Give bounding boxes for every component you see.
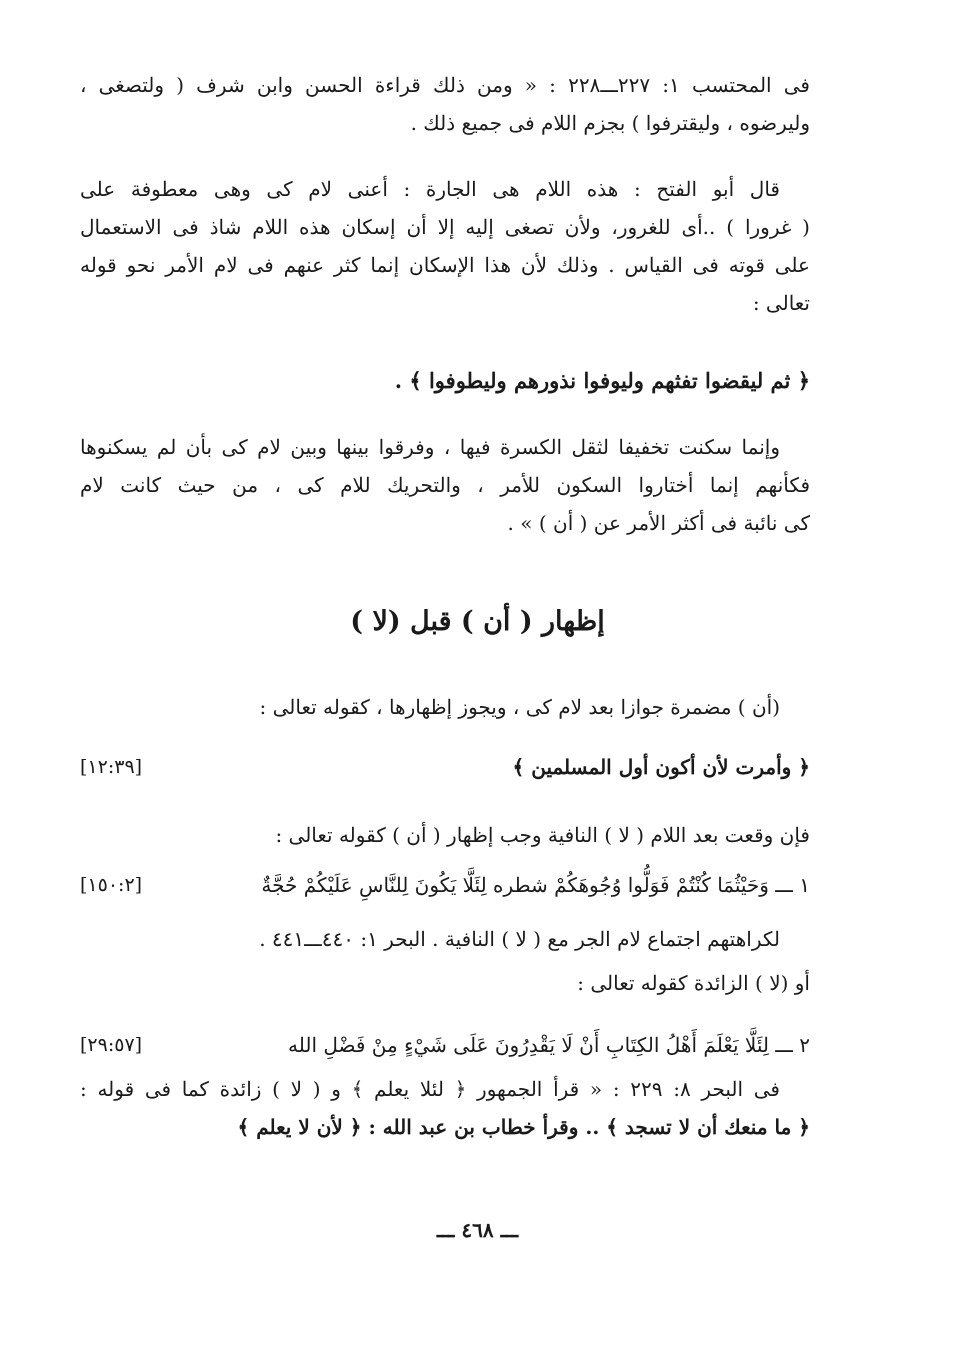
- paragraph-fa-in-waqaat: [80, 816, 810, 854]
- text-line: فى البحر ٨: ٢٢٩ : « قرأ الجمهور ﴿ لئلا يعلم ﴾ و ( لا ) زائدة كما فى قوله :: [80, 1077, 780, 1101]
- verse-reference: [٢٩:٥٧]: [80, 1034, 143, 1056]
- paragraph-sakanat: [80, 428, 810, 542]
- text-line: فإن وقعت بعد اللام ( لا ) النافية وجب إظهار ( أن ) كقوله تعالى :: [275, 823, 810, 847]
- verse-text: ﴿ ثم ليقضوا تفثهم وليوفوا نذورهم وليطوفوا ﴾ .: [394, 368, 810, 393]
- quranic-verse: [80, 362, 810, 400]
- text-line: على قوته فى القياس . وذلك لأن هذا الإسكان إنما كثر عنهم فى لام الأمر نحو قوله: [80, 253, 810, 277]
- note-bahr: [80, 920, 810, 958]
- text-line: أو (لا ) الزائدة كقوله تعالى :: [577, 971, 810, 995]
- verse-text: ٢ ـــ لِئَلَّا يَعْلَمَ أَهْلُ الكِتَابِ أَنْ لَا يَقْدِرُونَ عَلَى شَيْءٍ مِنْ فَضْلِ الله: [288, 1033, 810, 1057]
- verse-text: ﴿ وأمرت لأن أكون أول المسلمين ﴾: [512, 755, 810, 779]
- text-line: ( غرورا ) ..أى للغرور، ولأن تصغى إليه إلا أن إسكان هذه اللام شاذ فى الاستعمال: [80, 215, 810, 239]
- verse-reference: [١٢:٣٩]: [80, 756, 143, 778]
- note-bahr-second: [80, 1070, 810, 1146]
- paragraph-la-zaida: [80, 964, 810, 1002]
- text-line: فى المحتسب ١: ٢٢٧ـــ٢٢٨ : « ومن ذلك قراءة الحسن وابن شرف ( ولتصغى ،: [80, 73, 810, 97]
- quranic-verse-row: [80, 866, 810, 904]
- paragraph-an-mudmara: [80, 688, 810, 726]
- text-line: وإنما سكنت تخفيفا لثقل الكسرة فيها ، وفرقوا بينها وبين لام كى بأن لم يسكنوها: [80, 435, 780, 459]
- quranic-verse-row: [80, 748, 810, 786]
- text-line: فكأنهم إنما أختاروا السكون للأمر ، والتحريك للام كى ، من حيث كانت لام: [80, 473, 810, 497]
- page-number: ـــ ٤٦٨ ـــ: [436, 1218, 519, 1242]
- paragraph-abu-alfath: [80, 170, 810, 322]
- text-line: تعالى :: [752, 291, 810, 315]
- text-line: قال أبو الفتح : هذه اللام هى الجارة : أعنى لام كى وهى معطوفة على: [80, 177, 780, 201]
- verse-text: ١ ـــ وَحَيْثُمَا كُنْتُمْ فَوَلُّوا وُجُوهَكُمْ شطره لِئَلَّا يَكُونَ لِلنَّاسِ عَلَيْكُمْ حُجَّةٌ: [261, 873, 810, 897]
- text-line: ﴿ ما منعك أن لا تسجد ﴾ .. وقرأ خطاب بن عبد الله : ﴿ لأن لا يعلم ﴾: [237, 1115, 810, 1139]
- quranic-verse-row: [80, 1026, 810, 1064]
- text-line: وليرضوه ، وليقترفوا ) بجزم اللام فى جميع ذلك .: [410, 111, 810, 135]
- text-line: لكراهتهم اجتماع لام الجر مع ( لا ) النافية . البحر ١: ٤٤٠ـــ٤٤١ .: [259, 927, 780, 951]
- section-heading: إظهار ( أن ) قبل (لا ): [350, 606, 605, 637]
- text-line: (أن ) مضمرة جوازا بعد لام كى ، ويجوز إظهارها ، كقوله تعالى :: [259, 695, 780, 719]
- verse-reference: [١٥٠:٢]: [80, 874, 143, 896]
- paragraph-muhtasab: [80, 66, 810, 142]
- text-line: كى نائبة فى أكثر الأمر عن ( أن ) » .: [507, 511, 810, 535]
